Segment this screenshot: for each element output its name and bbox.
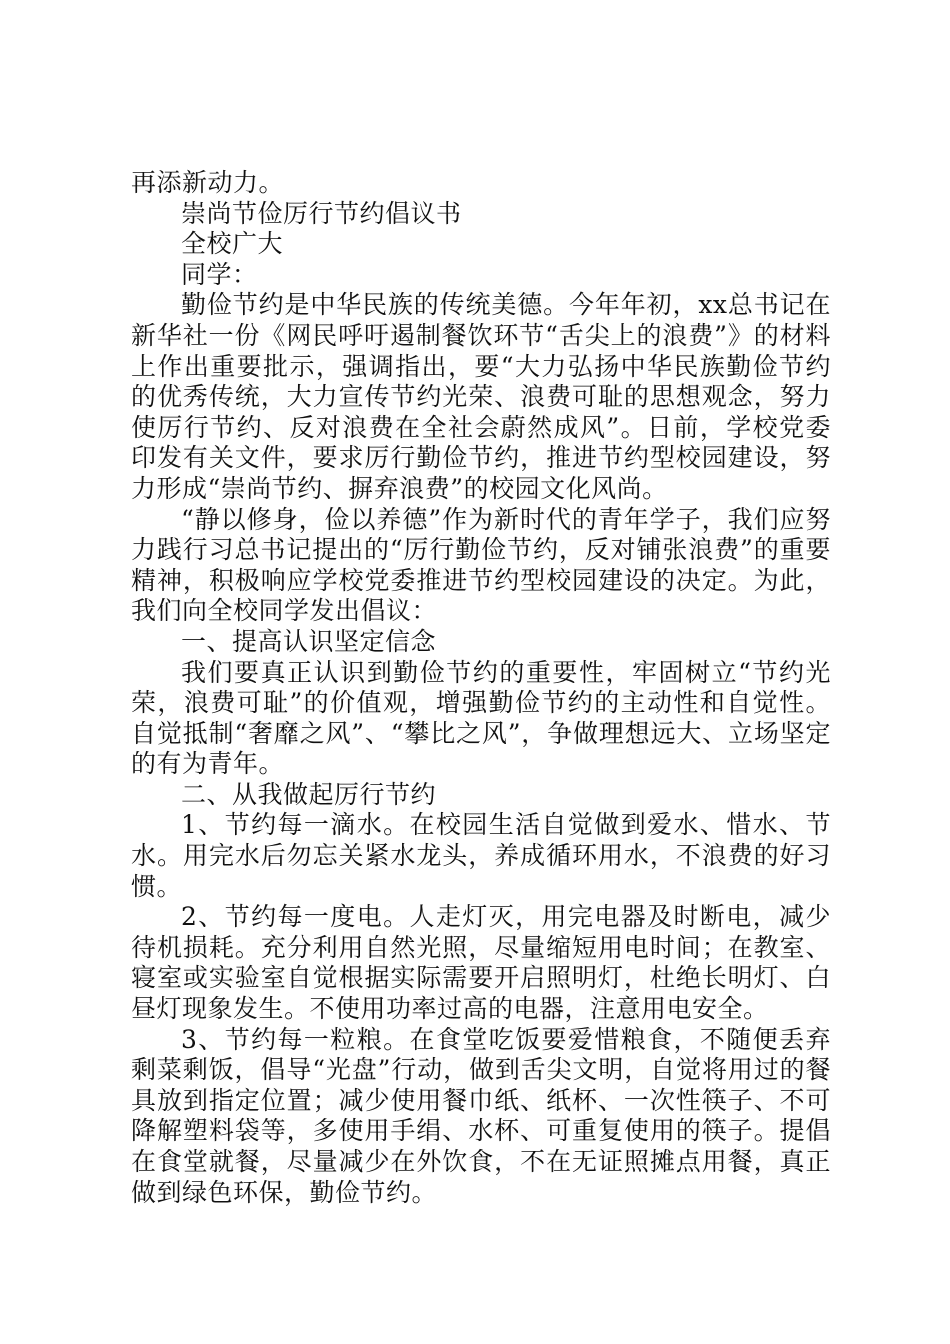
document-body [131, 168, 831, 1208]
document-title: 崇尚节俭厉行节约倡议书 [181, 198, 462, 228]
salutation-line-2: 同学： [181, 259, 258, 289]
paragraph-section-1: 我们要真正认识到勤俭节约的重要性，牢固树立“节约光荣，浪费可耻”的价值观，增强勤俭节约的主动性和自觉性。自觉抵制“奢靡之风”、“攀比之风”，争做理想远大、立场坚定的有为青年。 [131, 657, 831, 779]
section-heading-2: 二、从我做起厉行节约 [181, 779, 437, 809]
section-heading-1: 一、提高认识坚定信念 [181, 626, 437, 656]
paragraph-continuation: 再添新动力。 [131, 168, 285, 197]
paragraph-call: “静以修身，俭以养德”作为新时代的青年学子，我们应努力践行习总书记提出的“厉行勤俭节约，反对铺张浪费”的重要精神，积极响应学校党委推进节约型校园建设的决定。为此，我们向全校同学发出倡议： [131, 504, 831, 626]
salutation-line-1: 全校广大 [181, 229, 284, 259]
list-item-electricity: 2、节约每一度电。人走灯灭，用完电器及时断电，减少待机损耗。充分利用自然光照，尽量缩短用电时间；在教室、寝室或实验室自觉根据实际需要开启照明灯，杜绝长明灯、白昼灯现象发生。不使用功率过高的电器，注意用电安全。 [131, 902, 831, 1024]
paragraph-intro: 勤俭节约是中华民族的传统美德。今年年初，xx总书记在新华社一份《网民呼吁遏制餐饮环节“舌尖上的浪费”》的材料上作出重要批示，强调指出，要“大力弘扬中华民族勤俭节约的优秀传统，大力宣传节约光荣、浪费可耻的思想观念，努力使厉行节约、反对浪费在全社会蔚然成风”。日前，学校党委印发有关文件，要求厉行勤俭节约，推进节约型校园建设，努力形成“崇尚节约、摒弃浪费”的校园文化风尚。 [131, 290, 831, 503]
list-item-food: 3、节约每一粒粮。在食堂吃饭要爱惜粮食，不随便丢弃剩菜剩饭，倡导“光盘”行动，做到舌尖文明，自觉将用过的餐具放到指定位置；减少使用餐巾纸、纸杯、一次性筷子、不可降解塑料袋等，多使用手绢、水杯、可重复使用的筷子。提倡在食堂就餐，尽量减少在外饮食，不在无证照摊点用餐，真正做到绿色环保，勤俭节约。 [131, 1024, 831, 1207]
list-item-water: 1、节约每一滴水。在校园生活自觉做到爱水、惜水、节水。用完水后勿忘关紧水龙头，养成循环用水，不浪费的好习惯。 [131, 810, 831, 901]
